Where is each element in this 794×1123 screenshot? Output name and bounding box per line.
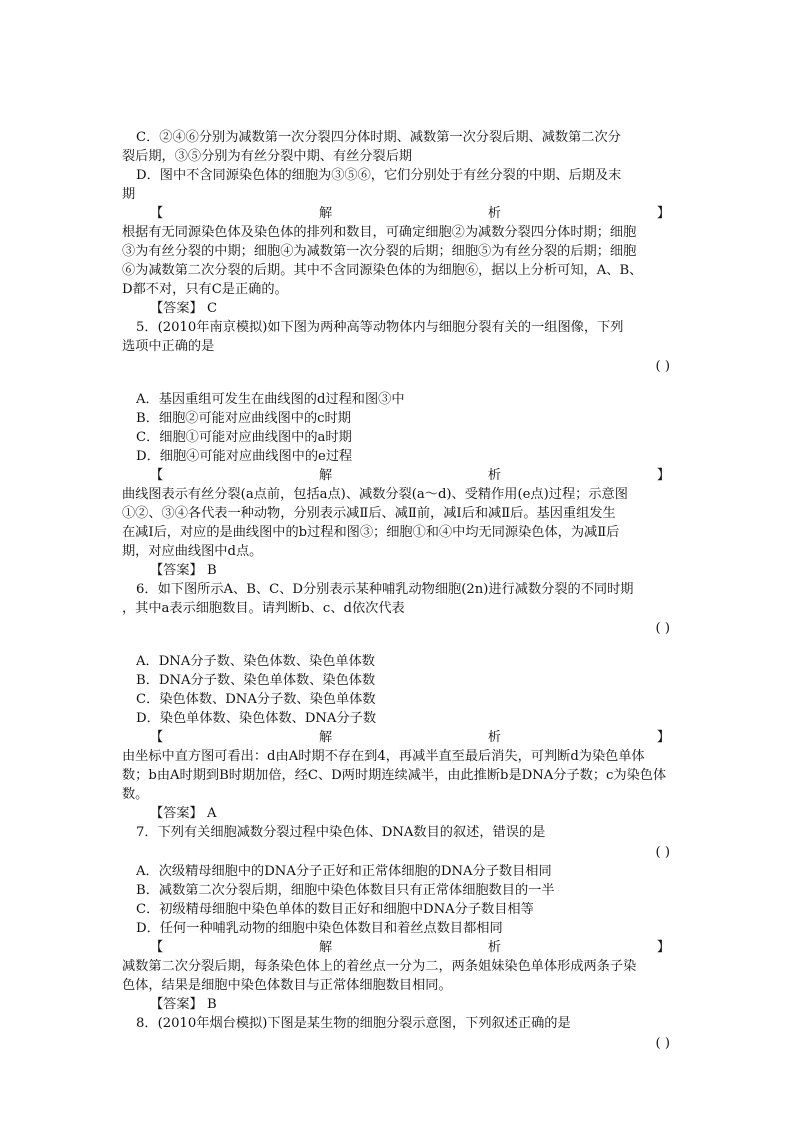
answer-line: 【答案】 B	[150, 563, 217, 578]
option-line: D．细胞④可能对应曲线图中的e过程	[136, 449, 353, 464]
text-line: D都不对，只有C是正确的。	[122, 282, 288, 297]
text-line: ⑥为减数第二次分裂的后期。其中不含同源染色体的为细胞⑥，据以上分析可知，A、B、	[122, 263, 643, 278]
text-line: 在减Ⅰ后，对应的是曲线图中的b过程和图③；细胞①和④中均无同源染色体，为减Ⅱ后	[122, 525, 620, 540]
option-line: C．初级精母细胞中染色单体的数目正好和细胞中DNA分子数目相等	[136, 902, 534, 917]
option-line: A．次级精母细胞中的DNA分子正好和正常体细胞的DNA分子数目相同	[136, 864, 552, 879]
text-line: C．②④⑥分别为减数第一次分裂四分体时期、减数第一次分裂后期、减数第二次分	[136, 130, 621, 145]
option-line: D．染色单体数、染色体数、DNA分子数	[136, 711, 377, 726]
text-line: D．图中不含同源染色体的细胞为③⑤⑥，它们分别处于有丝分裂的中期、后期及末	[136, 168, 622, 183]
jie: 解	[318, 468, 333, 483]
question-line: 8．(2010年烟台模拟)下图是某生物的细胞分裂示意图，下列叙述正确的是	[136, 1016, 571, 1031]
answer-blank: ( )	[655, 845, 670, 860]
text-line: 数；b由A时期到B时期加倍，经C、D两时期连续减半，由此推断b是DNA分子数；c为染色体	[122, 768, 667, 783]
jie: 解	[318, 206, 333, 221]
jie: 解	[318, 940, 333, 955]
option-line: D．任何一种哺乳动物的细胞中染色体数目和着丝点数目都相同	[136, 921, 503, 936]
text-line: 裂后期，③⑤分别为有丝分裂中期、有丝分裂后期	[122, 149, 413, 164]
jiexi-heading	[150, 728, 670, 747]
bracket-close: 】	[656, 468, 670, 483]
option-line: B．减数第二次分裂后期，细胞中染色体数目只有正常体细胞数目的一半	[136, 883, 555, 898]
option-line: A．基因重组可发生在曲线图的d过程和图③中	[136, 392, 405, 407]
xi: 析	[487, 940, 502, 955]
text-line: ，其中a表示细胞数目。请判断b、c、d依次代表	[122, 601, 405, 616]
text-line: ③为有丝分裂的中期；细胞④为减数第一次分裂的后期；细胞⑤为有丝分裂的后期；细胞	[122, 244, 637, 259]
question-line: 6．如下图所示A、B、C、D分别表示某种哺乳动物细胞(2n)进行减数分裂的不同时期	[136, 582, 634, 597]
text-line: 减数第二次分裂后期，每条染色体上的着丝点一分为二，两条姐妹染色单体形成两条子染	[122, 959, 637, 974]
answer-line: 【答案】 A	[150, 806, 217, 821]
text-line: 数。	[122, 787, 149, 802]
text-line: 期，对应曲线图中d点。	[122, 544, 263, 559]
jiexi-heading	[150, 204, 670, 223]
text-line: 根据有无同源染色体及染色体的排列和数目，可确定细胞②为减数分裂四分体时期；细胞	[122, 225, 637, 240]
question-line: 5．(2010年南京模拟)如下图为两种高等动物体内与细胞分裂有关的一组图像，下列	[136, 320, 624, 335]
option-line: B．细胞②可能对应曲线图中的c时期	[136, 411, 351, 426]
bracket-open: 【	[150, 468, 164, 483]
xi: 析	[487, 206, 502, 221]
xi: 析	[487, 730, 502, 745]
text-line: 由坐标中直方图可看出：d由A时期不存在到4，再减半直至最后消失，可判断d为染色单体	[122, 749, 645, 764]
option-line: C．细胞①可能对应曲线图中的a时期	[136, 430, 352, 445]
jiexi-heading	[150, 466, 670, 485]
bracket-close: 】	[656, 940, 670, 955]
answer-line: 【答案】 B	[150, 997, 217, 1012]
option-line: C．染色体数、DNA分子数、染色单体数	[136, 692, 376, 707]
option-line: A．DNA分子数、染色体数、染色单体数	[136, 654, 375, 669]
answer-blank: ( )	[655, 621, 670, 636]
text-line: ①②、③④各代表一种动物，分别表示减Ⅱ后、减Ⅱ前，减Ⅰ后和减Ⅱ后。基因重组发生	[122, 506, 616, 521]
bracket-close: 】	[656, 206, 670, 221]
answer-line: 【答案】 C	[150, 301, 218, 316]
text-line: 色体，结果是细胞中染色体数目与正常体细胞数目相同。	[122, 978, 452, 993]
text-line: 曲线图表示有丝分裂(a点前，包括a点)、减数分裂(a～d)、受精作用(e点)过程；示意图	[122, 487, 628, 502]
jie: 解	[318, 730, 333, 745]
bracket-open: 【	[150, 940, 164, 955]
answer-blank: ( )	[655, 359, 670, 374]
question-line: 7．下列有关细胞减数分裂过程中染色体、DNA数目的叙述，错误的是	[136, 825, 546, 840]
bracket-close: 】	[656, 730, 670, 745]
answer-blank: ( )	[655, 1036, 670, 1051]
bracket-open: 【	[150, 206, 164, 221]
bracket-open: 【	[150, 730, 164, 745]
option-line: B．DNA分子数、染色单体数、染色体数	[136, 673, 376, 688]
xi: 析	[487, 468, 502, 483]
text-line: 期	[122, 187, 136, 202]
text-line: 选项中正确的是	[122, 339, 215, 354]
jiexi-heading	[150, 938, 670, 957]
